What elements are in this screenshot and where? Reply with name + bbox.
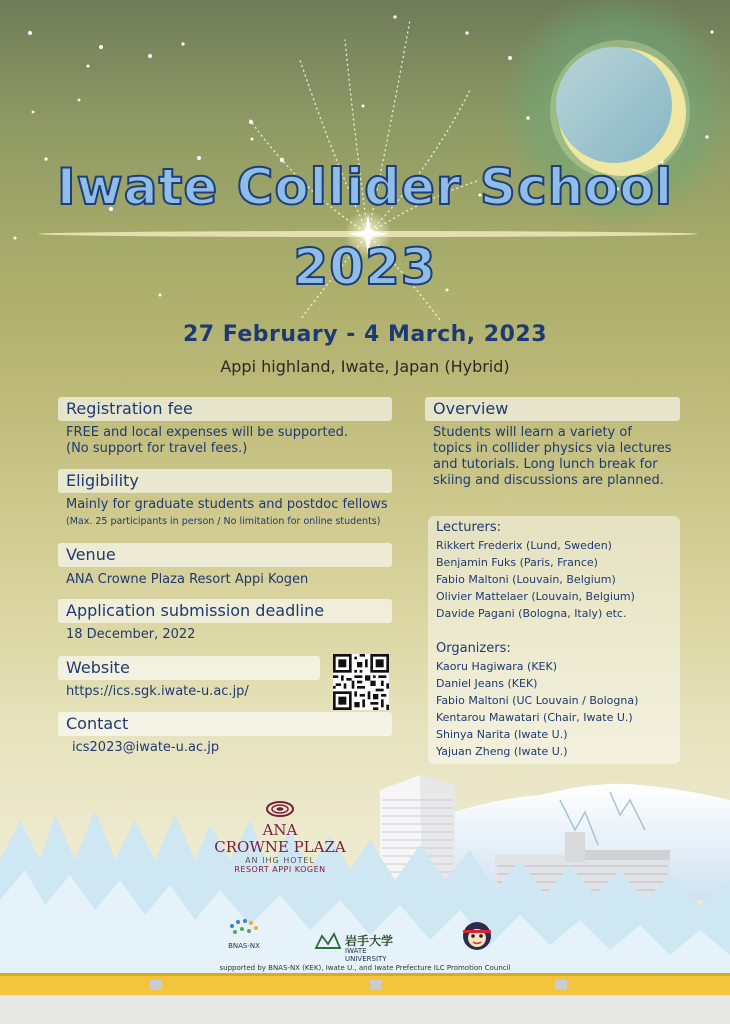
venue-line1: ANA Crowne Plaza Resort Appi Kogen [66, 572, 309, 587]
hotel-name-crowne: CROWNE PLAZA [214, 838, 346, 856]
overview-text: Students will learn a variety of topics in collider physics via lectures and tutorials. Long lunch break for skiing and discussions are planned. [433, 425, 672, 488]
barrier-bar [0, 975, 730, 995]
hotel-emblem-icon [265, 800, 295, 818]
eligibility-heading: Eligibility [58, 469, 392, 493]
lecturers-list [436, 519, 635, 622]
lecturers-heading: Lecturers: [436, 520, 502, 535]
support-credit: supported by BNAS-NX (KEK), Iwate U., and Iwate Prefecture ILC Promotion Council [219, 964, 511, 972]
deadline-line1: 18 December, 2022 [66, 627, 196, 642]
venue-heading: Venue [58, 543, 392, 567]
organizers-heading: Organizers: [436, 641, 511, 656]
eligibility-line1: Mainly for graduate students and postdoc fellows [66, 497, 388, 512]
hotel-name-resort: RESORT APPI KOGEN [234, 865, 326, 874]
hotel-name-ana: ANA [262, 821, 298, 839]
deadline-heading: Application submission deadline [58, 599, 392, 623]
registration-line1: FREE and local expenses will be supported. [66, 425, 348, 440]
event-dates: 27 February - 4 March, 2023 [182, 322, 548, 347]
organizer-item: Fabio Maltoni (UC Louvain / Bologna) [436, 694, 639, 707]
contact-email[interactable]: ics2023@iwate-u.ac.jp [72, 740, 220, 755]
title-year: 2023 [293, 238, 437, 296]
contact-heading: Contact [58, 712, 392, 736]
registration-heading: Registration fee [58, 397, 392, 421]
bnas-logo-label: BNAS-NX [228, 942, 260, 950]
ilc-mascot-icon [457, 918, 497, 952]
organizer-item: Yajuan Zheng (Iwate U.) [436, 745, 568, 758]
moon-face [556, 47, 672, 163]
event-location: Appi highland, Iwate, Japan (Hybrid) [220, 357, 510, 376]
organizer-item: Kentarou Mawatari (Chair, Iwate U.) [436, 711, 633, 724]
overview-heading: Overview [425, 397, 680, 421]
organizers-list [436, 640, 638, 760]
iwate-university-emblem-icon [314, 930, 342, 950]
registration-line2: (No support for travel fees.) [66, 441, 248, 456]
organizer-item: Kaoru Hagiwara (KEK) [436, 660, 557, 673]
lecturer-item: Davide Pagani (Bologna, Italy) etc. [436, 607, 627, 620]
lecturer-item: Fabio Maltoni (Louvain, Belgium) [436, 573, 616, 586]
hotel-name-ihg: AN IHG HOTEL [245, 856, 315, 865]
qr-code [333, 654, 389, 710]
iwate-university-logo: 岩手大学 [345, 934, 394, 948]
lecturer-item: Olivier Mattelaer (Louvain, Belgium) [436, 590, 635, 603]
lecturer-item: Rikkert Frederix (Lund, Sweden) [436, 539, 612, 552]
organizer-item: Shinya Narita (Iwate U.) [436, 728, 568, 741]
eligibility-line2: (Max. 25 participants in person / No limitation for online students) [66, 516, 381, 527]
organizer-item: Daniel Jeans (KEK) [436, 677, 538, 690]
website-link[interactable]: https://ics.sgk.iwate-u.ac.jp/ [66, 684, 249, 699]
website-heading: Website [58, 656, 320, 680]
iwate-university-sub: IWATE UNIVERSITY [345, 947, 387, 963]
title-line1: Iwate Collider School [56, 158, 674, 216]
hotel-logo [205, 800, 355, 874]
lecturer-item: Benjamin Fuks (Paris, France) [436, 556, 598, 569]
